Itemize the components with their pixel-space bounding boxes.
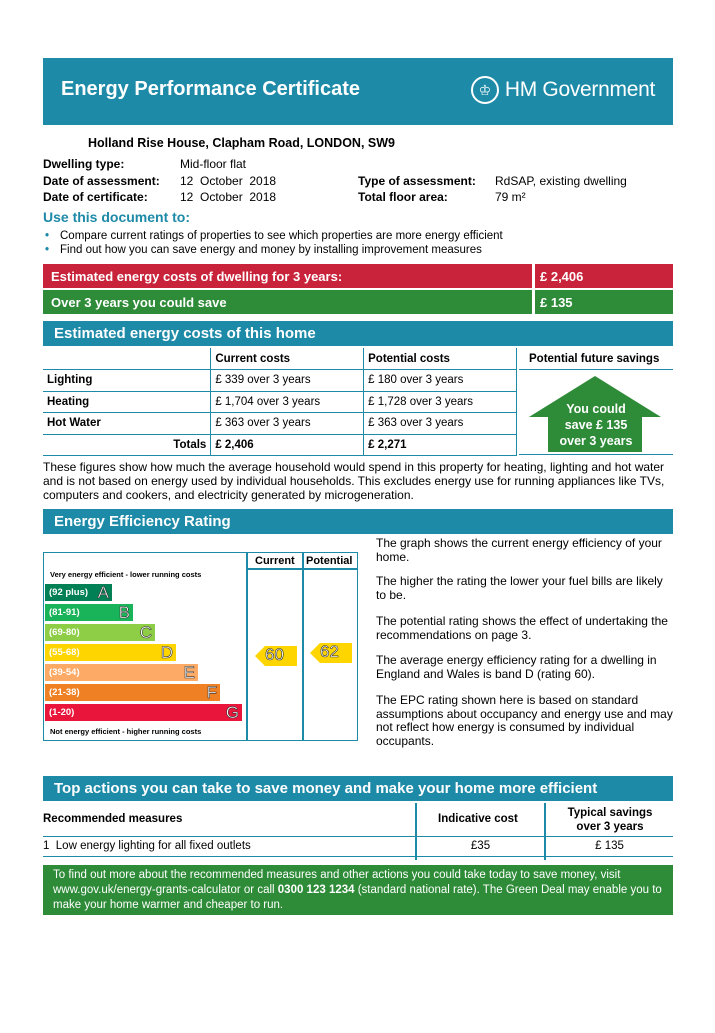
certificate-header [43, 58, 673, 125]
eer-text-4: The average energy efficiency rating for a dwelling in England and Wales is band D (rating 60). [376, 653, 657, 681]
table-row [43, 391, 517, 413]
assessment-date-value: 12 October 2018 [180, 174, 277, 188]
potential-saving-label: Over 3 years you could save [51, 295, 227, 310]
eer-band-e [45, 664, 198, 681]
band-range: (92 plus) [49, 587, 89, 598]
measure-cost: £35 [470, 840, 491, 852]
costs-explanation: These figures show how much the average household would spend in this property for heating, lighting and hot water and is not based on energy used by individual households. This excludes energy use for running appliances like TVs, computers and cookers, and electricity generated by microgeneration. [43, 460, 665, 502]
measure-name: 1 Low energy lighting for all fixed outlets [43, 840, 251, 852]
totals-current: £ 2,406 [211, 434, 364, 456]
eer-band-a [45, 584, 112, 601]
brand-name: HM Government [504, 78, 655, 101]
potential-rating-value: 62 [320, 642, 339, 661]
row-label: Heating [43, 391, 211, 413]
band-letter: D [160, 643, 173, 662]
eer-col-potential: Potential [306, 555, 353, 567]
estimated-cost-bar [43, 264, 673, 288]
eer-text-5: The EPC rating shown here is based on standard assumptions about occupancy and energy use and may not reflect how energy is consumed by individual occupants. [376, 693, 673, 748]
pfs-title: Potential future savings [529, 353, 660, 365]
current-rating-value: 60 [265, 645, 284, 664]
row-label: Lighting [43, 370, 211, 392]
eer-text-2: The higher the rating the lower your fuel bills are likely to be. [376, 574, 663, 602]
costs-section-header [43, 321, 673, 346]
eer-top-note: Very energy efficient - lower running costs [50, 570, 202, 579]
estimated-cost-value: £ 2,406 [540, 269, 584, 284]
potential-saving-bar [43, 290, 673, 314]
band-letter: C [139, 623, 152, 642]
eer-section-header [43, 509, 673, 534]
current-cost: £ 1,704 over 3 years [211, 391, 364, 413]
current-cost: £ 339 over 3 years [211, 370, 364, 392]
band-letter: G [225, 703, 239, 722]
eer-text-3: The potential rating shows the effect of undertaking the recommendations on page 3. [376, 614, 668, 642]
eer-band-g [45, 704, 242, 721]
eer-col-current: Current [255, 555, 295, 567]
actions-table-header [43, 803, 673, 837]
assessment-type-value: RdSAP, existing dwelling [495, 174, 627, 188]
costs-section-title: Estimated energy costs of this home [54, 325, 316, 342]
footer-phone: 0300 123 1234 [277, 884, 355, 896]
actions-section-header [43, 776, 673, 801]
band-letter: E [183, 663, 195, 682]
potential-saving-value: £ 135 [540, 295, 573, 310]
bullet-item: • Find out how you can save energy and money by installing improvement measures [43, 243, 503, 257]
footer-text: To find out more about the recommended measures and other actions you could take today to save money, visit www.gov.uk/energy-grants-calculator or call [53, 869, 621, 896]
potential-cost: £ 180 over 3 years [364, 370, 517, 392]
band-range: (81-91) [49, 607, 80, 618]
savings-line: You could [566, 402, 626, 416]
property-address: Holland Rise House, Clapham Road, LONDON, SW9 [88, 136, 395, 150]
floor-area-label: Total floor area: [358, 190, 448, 204]
band-letter: B [118, 603, 130, 622]
use-document-title: Use this document to: [43, 209, 191, 225]
totals-row [43, 434, 517, 456]
crown-crest-icon: ♔ [471, 76, 499, 104]
measure-saving: £ 135 [595, 840, 624, 852]
band-letter: F [206, 683, 217, 702]
estimated-cost-label: Estimated energy costs of dwelling for 3 years: [51, 269, 343, 284]
band-range: (55-68) [49, 647, 80, 658]
certificate-date-value: 12 October 2018 [180, 190, 277, 204]
col-header-potential: Potential costs [364, 348, 517, 370]
eer-section-title: Energy Efficiency Rating [54, 513, 231, 530]
hm-government-logo [471, 76, 655, 104]
savings-header: Typical savings over 3 years [567, 807, 653, 833]
assessment-type-label: Type of assessment: [358, 174, 476, 188]
current-cost: £ 363 over 3 years [211, 413, 364, 435]
energy-costs-table [43, 348, 517, 456]
certificate-title: Energy Performance Certificate [61, 78, 361, 100]
potential-future-savings [519, 348, 673, 455]
eer-band-b [45, 604, 133, 621]
dwelling-type-label: Dwelling type: [43, 157, 125, 171]
eer-band-f [45, 684, 220, 701]
band-letter: A [97, 583, 109, 602]
assessment-date-label: Date of assessment: [43, 174, 160, 188]
savings-line: save £ 135 [564, 418, 628, 432]
dwelling-type-value: Mid-floor flat [180, 157, 247, 171]
savings-arrow-text [548, 401, 644, 449]
col-header-current: Current costs [211, 348, 364, 370]
footer-text: (standard national rate). The Green Deal may enable you to make your home warmer and cheaper to run. [53, 884, 662, 911]
eer-band-c [45, 624, 155, 641]
eer-band-d [45, 644, 176, 661]
use-document-bullets [43, 229, 503, 257]
eer-bottom-note: Not energy efficient - higher running costs [50, 727, 202, 736]
eer-text-1: The graph shows the current energy efficiency of your home. [376, 536, 662, 564]
actions-section-title: Top actions you can take to save money and make your home more efficient [54, 780, 598, 797]
potential-cost: £ 363 over 3 years [364, 413, 517, 435]
cost-header: Indicative cost [438, 813, 518, 825]
measures-header: Recommended measures [43, 813, 183, 825]
row-label: Hot Water [43, 413, 211, 435]
band-range: (1-20) [49, 707, 75, 718]
bullet-item: • Compare current ratings of properties to see which properties are more energy efficient [43, 229, 503, 243]
band-range: (21-38) [49, 687, 80, 698]
table-row [43, 370, 517, 392]
band-range: (39-54) [49, 667, 80, 678]
certificate-date-label: Date of certificate: [43, 190, 148, 204]
totals-label: Totals [43, 434, 211, 456]
table-row [43, 413, 517, 435]
floor-area-value: 79 m² [495, 190, 526, 204]
potential-cost: £ 1,728 over 3 years [364, 391, 517, 413]
band-range: (69-80) [49, 627, 80, 638]
table-row [43, 837, 673, 857]
savings-line: over 3 years [559, 434, 633, 448]
totals-potential: £ 2,271 [364, 434, 517, 456]
footer-note [43, 865, 673, 915]
